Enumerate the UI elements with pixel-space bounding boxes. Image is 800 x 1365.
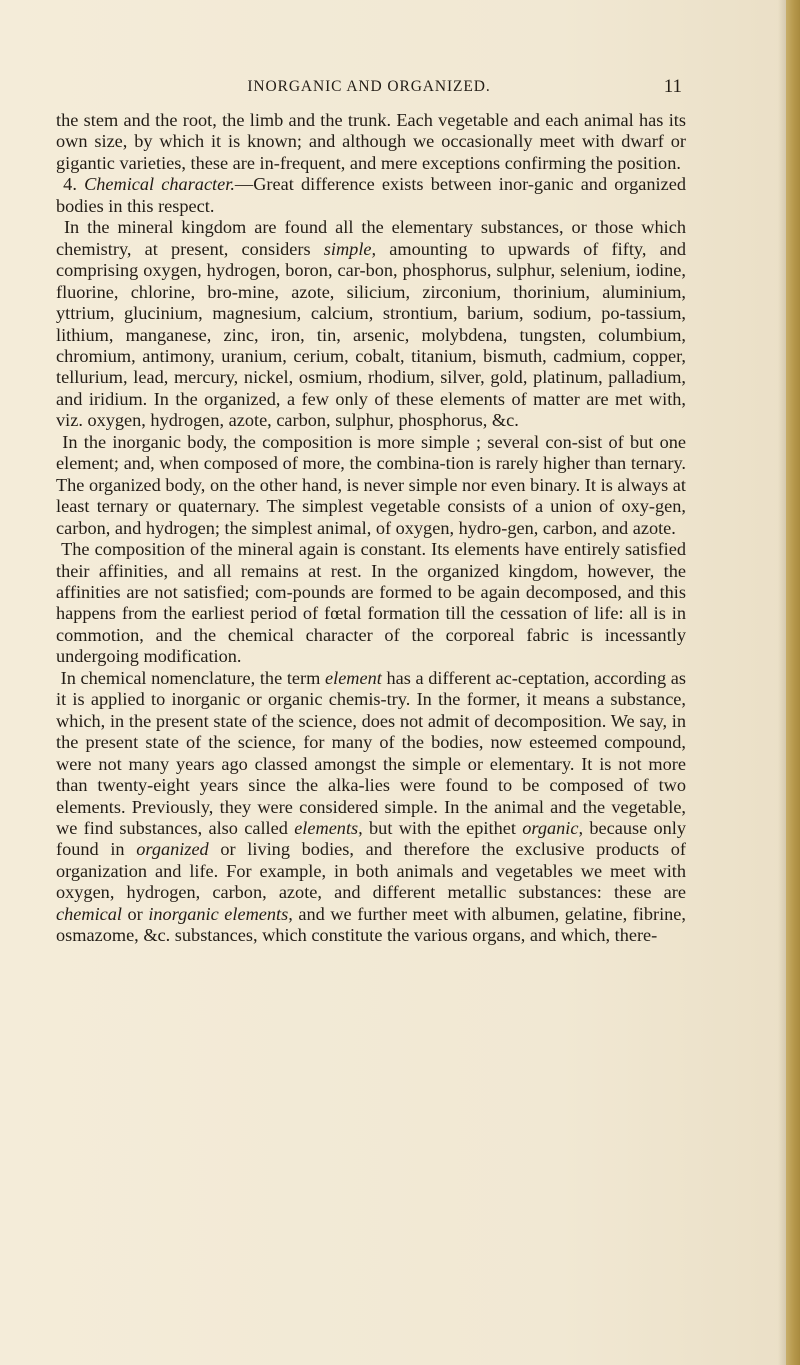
italic-term-simple: simple, <box>323 238 377 259</box>
page-header <box>56 78 682 102</box>
italic-term-element: element <box>325 667 382 688</box>
body-text <box>56 110 686 947</box>
italic-term-chemical: chemical <box>56 903 122 924</box>
page-gutter-shadow <box>778 0 786 1365</box>
text-run: In the mineral kingdom are found all the elementary substances, or those which chemistry, at present, considers <box>56 217 686 259</box>
text-run: because only found in <box>56 817 686 860</box>
paragraph-mineral-kingdom <box>56 217 686 432</box>
section-title: Chemical character. <box>84 174 235 195</box>
text-run: but with the epithet <box>362 817 523 838</box>
text-run: or living bodies, and therefore the exclusive products of organization and life. For example, in both animals and vegetables we meet with oxygen, hydrogen, carbon, azote, and different metallic substances: these are <box>56 839 686 903</box>
page-edge <box>786 0 800 1365</box>
text-run: or <box>121 903 149 924</box>
section-number: 4. <box>63 174 77 195</box>
paragraph-chemical-character <box>56 174 686 217</box>
paragraph-text: —Great difference exists between inor-ganic and organized bodies in this respect. <box>56 174 686 216</box>
text-run: amounting to upwards of fifty, and comprising oxygen, hydrogen, boron, car-bon, phosphorus, sulphur, selenium, iodine, fluorine, chlorine, bro-mine, azote, silicium, zirconium, thorinium, aluminium, yttrium, glucinium, magnesium, calcium, strontium, barium, sodium, po-tassium, lithium, manganese, zinc, iron, tin, arsenic, molybdena, tungsten, columbium, chromium, antimony, uranium, cerium, cobalt, titanium, bismuth, cadmium, copper, tellurium, lead, mercury, nickel, osmium, rhodium, silver, gold, platinum, palladium, and iridium. In the organized, a few only of these elements of matter are met with, viz. oxygen, hydrogen, azote, carbon, sulphur, phosphorus, &c. <box>56 238 686 431</box>
page-number: 11 <box>663 76 682 97</box>
text-run: and we further meet with albumen, gelatine, fibrine, osmazome, &c. substances, which constitute the various organs, and which, there- <box>56 903 686 946</box>
running-head: INORGANIC AND ORGANIZED. <box>247 78 491 95</box>
paragraph-composition-mineral <box>56 539 686 668</box>
text-run: In chemical nomenclature, the term <box>60 667 325 688</box>
paragraph-size-continuation <box>56 110 686 174</box>
italic-term-organic: organic, <box>522 817 584 838</box>
paragraph-inorganic-body <box>56 432 686 539</box>
text-run: has a different ac-ceptation, according as it is applied to inorganic or organic chemis-try. In the former, it means a substance, which, in the present state of the science, does not admit of decomposition. We say, in the present state of the science, for many of the bodies, now esteemed compound, were not many years ago classed amongst the simple or elementary. It is not more than twenty-eight years since the alka-lies were found to be composed of two elements. Previously, they were considered simple. In the animal and the vegetable, we find substances, also called <box>56 667 686 838</box>
paragraph-text: In the inorganic body, the composition is more simple ; several con-sist of but one element; and, when composed of more, the combina-tion is rarely higher than ternary. The organized body, on the other hand, is never simple nor even binary. It is always at least ternary or quaternary. The simplest vegetable consists of a union of oxy-gen, carbon, and hydrogen; the simplest animal, of oxygen, hydro-gen, carbon, and azote. <box>56 431 686 538</box>
paragraph-text: the stem and the root, the limb and the trunk. Each vegetable and each animal has its own size, by which it is known; and although we occasionally meet with dwarf or gigantic varieties, these are in-frequent, and mere exceptions confirming the position. <box>56 110 686 173</box>
italic-term-elements: elements, <box>294 817 363 838</box>
paragraph-text: The composition of the mineral again is constant. Its elements have entirely satisfied their affinities, and all remains at rest. In the organized kingdom, however, the affinities are not satisfied; com-pounds are formed to be again decomposed, and this happens from the earliest period of fœtal formation till the cessation of life: all is in commotion, and the chemical character of the corporeal fabric is incessantly undergoing modification. <box>56 539 686 667</box>
italic-term-organized: organized <box>136 839 209 860</box>
italic-term-inorganic-elements: inorganic elements, <box>148 903 293 924</box>
paragraph-chemical-nomenclature <box>56 668 686 947</box>
